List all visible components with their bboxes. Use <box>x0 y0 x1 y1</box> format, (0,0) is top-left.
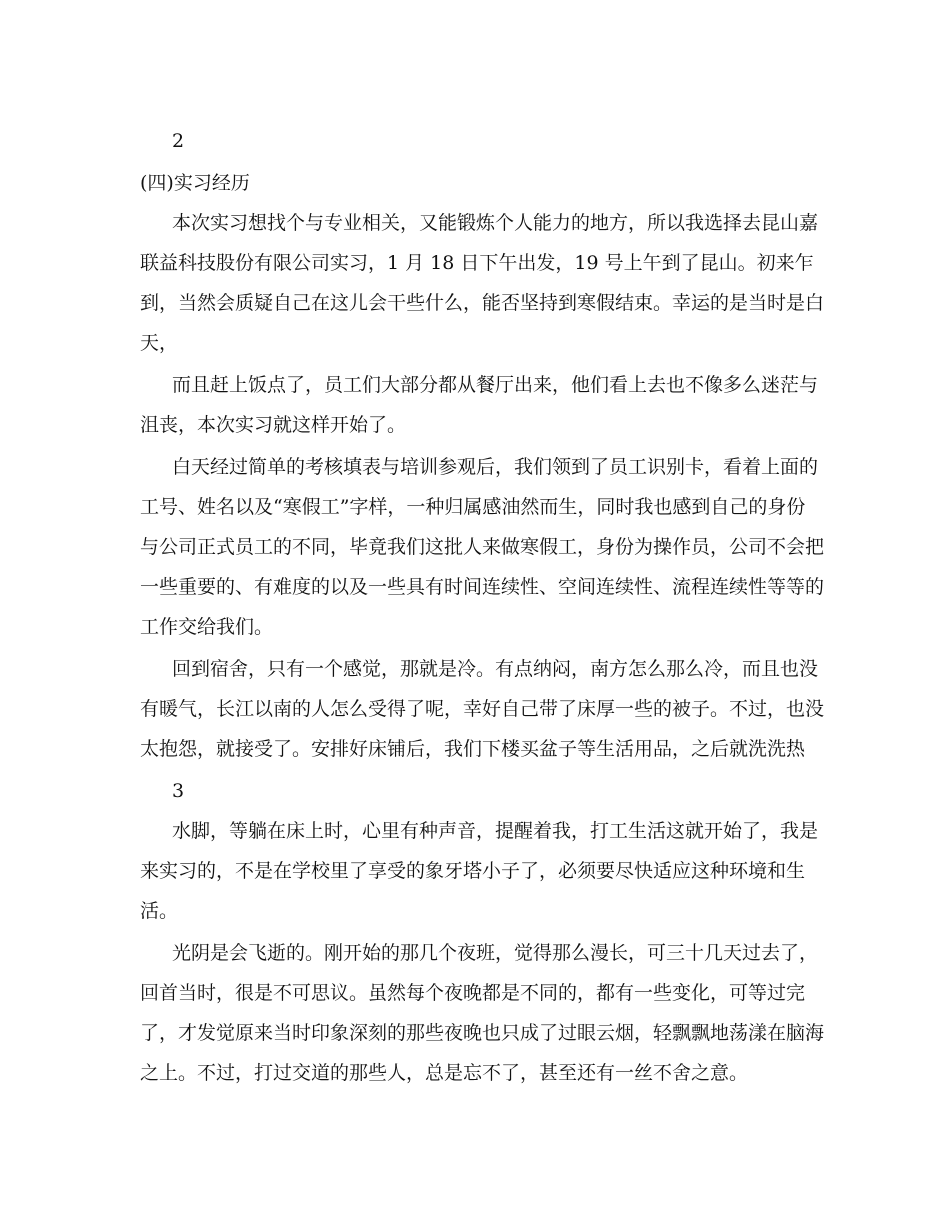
paragraph-line: 来实习的，不是在学校里了享受的象牙塔小子了，必须要尽快适应这种环境和生 <box>140 860 806 882</box>
paragraph-line: 本次实习想找个与专业相关，又能锻炼个人能力的地方，所以我选择去昆山嘉 <box>172 212 819 234</box>
page-number: 2 <box>172 130 185 152</box>
paragraph-line: 太抱怨，就接受了。安排好床铺后，我们下楼买盆子等生活用品，之后就洗洗热 <box>140 738 806 760</box>
paragraph-line: 了，才发觉原来当时印象深刻的那些夜晚也只成了过眼云烟，轻飘飘地荡漾在脑海 <box>140 1022 825 1044</box>
paragraph-line: 光阴是会飞逝的。刚开始的那几个夜班，觉得那么漫长，可三十几天过去了， <box>172 942 819 964</box>
paragraph-line: 之上。不过，打过交道的那些人，总是忘不了，甚至还有一丝不舍之意。 <box>140 1062 749 1084</box>
page-number: 3 <box>172 780 185 802</box>
paragraph-line: 工作交给我们。 <box>140 616 274 638</box>
paragraph-line: 白天经过简单的考核填表与培训参观后，我们领到了员工识别卡，看着上面的 <box>172 456 819 478</box>
paragraph-line: 沮丧，本次实习就这样开始了。 <box>140 414 407 436</box>
section-heading: (四)实习经历 <box>140 172 250 194</box>
paragraph-line: 联益科技股份有限公司实习，1 月 18 日下午出发，19 号上午到了昆山。初来乍 <box>140 252 814 274</box>
paragraph-line: 工号、姓名以及“寒假工”字样，一种归属感油然而生，同时我也感到自己的身份 <box>140 496 806 518</box>
paragraph-line: 而且赶上饭点了，员工们大部分都从餐厅出来，他们看上去也不像多么迷茫与 <box>172 374 819 396</box>
paragraph-line: 与公司正式员工的不同，毕竟我们这批人来做寒假工，身份为操作员，公司不会把 <box>140 536 825 558</box>
paragraph-line: 一些重要的、有难度的以及一些具有时间连续性、空间连续性、流程连续性等等的 <box>140 576 825 598</box>
paragraph-line: 到，当然会质疑自己在这儿会干些什么，能否坚持到寒假结束。幸运的是当时是白 <box>140 292 825 314</box>
paragraph-line: 有暖气，长江以南的人怎么受得了呢，幸好自己带了床厚一些的被子。不过，也没 <box>140 698 825 720</box>
paragraph-line: 回到宿舍，只有一个感觉，那就是冷。有点纳闷，南方怎么那么冷，而且也没 <box>172 658 819 680</box>
paragraph-line: 水脚，等躺在床上时，心里有种声音，提醒着我，打工生活这就开始了，我是 <box>172 820 819 842</box>
paragraph-line: 天， <box>140 332 179 354</box>
paragraph-line: 回首当时，很是不可思议。虽然每个夜晚都是不同的，都有一些变化，可等过完 <box>140 982 806 1004</box>
paragraph-line: 活。 <box>140 900 179 922</box>
